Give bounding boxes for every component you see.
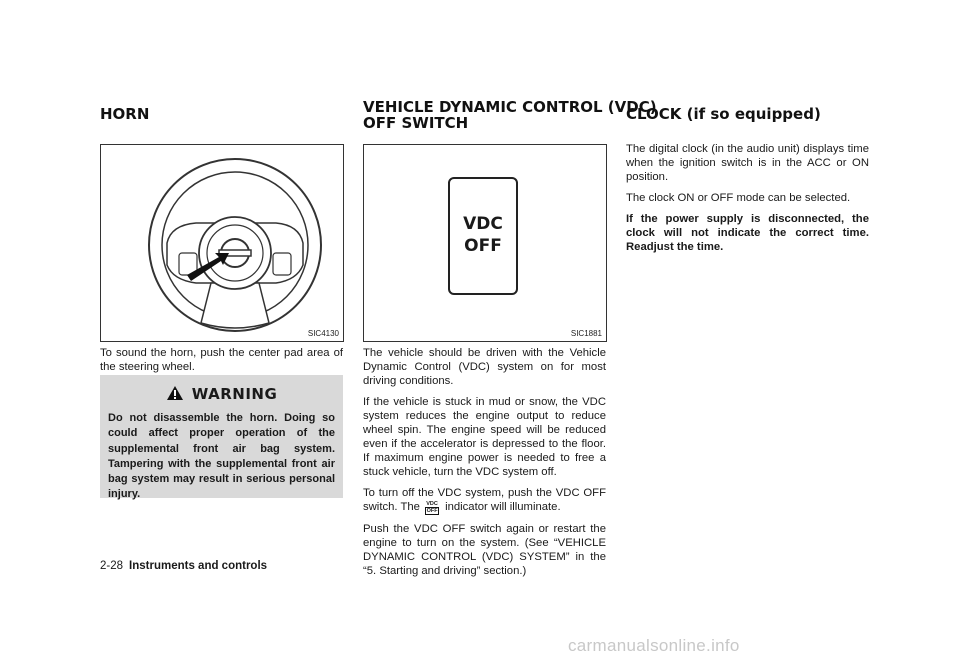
vdc-heading-line1: VEHICLE DYNAMIC CONTROL (VDC): [363, 98, 657, 116]
horn-text: To sound the horn, push the center pad area of the steering wheel.: [100, 347, 343, 373]
vdc-para3-start: To turn off the VDC system, push the VDC OFF switch. The: [363, 487, 606, 513]
warning-text: Do not disassemble the horn. Doing so could affect proper operation of the supplemental front air bag system. Tampering with the supplemental front air bag system may result in serious personal injury.: [108, 412, 335, 501]
clock-heading: CLOCK (if so equipped): [626, 105, 821, 123]
indicator-line1: VDC: [426, 501, 438, 507]
vdc-off-switch: [448, 177, 518, 295]
switch-label-line1: VDC: [463, 214, 503, 234]
vdc-off-indicator-icon: [425, 501, 439, 515]
clock-para1: The digital clock (in the audio unit) displays time when the ignition switch is in the ACC or ON position.: [626, 143, 869, 183]
horn-heading: HORN: [100, 105, 150, 123]
steering-wheel-illustration: [101, 145, 343, 341]
watermark: carmanualsonline.info: [568, 636, 740, 655]
vdc-para2: If the vehicle is stuck in mud or snow, the VDC system reduces the engine output to reduce wheel spin. The engine speed will be reduced even if the accelerator is depressed to the floor. If maximum engine power is needed to free a stuck vehicle, turn the VDC system off.: [363, 396, 606, 478]
vdc-para3-end: indicator will illuminate.: [445, 501, 561, 513]
page-footer: [100, 560, 267, 572]
figure-code-horn: SIC4130: [307, 329, 339, 338]
steering-wheel-figure: [100, 144, 344, 342]
indicator-line2: OFF: [426, 508, 438, 514]
vdc-off-switch-label: [450, 213, 516, 257]
warning-title-text: WARNING: [191, 385, 278, 403]
figure-code-vdc: SIC1881: [570, 329, 602, 338]
clock-para3: If the power supply is disconnected, the clock will not indicate the correct time. Readjust the time.: [626, 213, 869, 253]
switch-label-line2: OFF: [464, 236, 502, 256]
vdc-switch-figure: [363, 144, 607, 342]
vdc-heading-line2: OFF SWITCH: [363, 114, 469, 132]
clock-para2: The clock ON or OFF mode can be selected.: [626, 192, 851, 204]
footer-section-title: Instruments and controls: [129, 560, 268, 572]
vdc-heading: [363, 99, 657, 131]
vdc-para1: The vehicle should be driven with the Vehicle Dynamic Control (VDC) system on for most driving conditions.: [363, 347, 606, 387]
page-number: 2-28: [100, 560, 124, 572]
warning-title: [100, 385, 343, 403]
warning-triangle-icon: [166, 385, 184, 401]
vdc-para4: Push the VDC OFF switch again or restart the engine to turn on the system. (See “VEHICLE DYNAMIC CONTROL (VDC) SYSTEM” in the “5. Starting and driving” section.): [363, 523, 606, 577]
vdc-para3: [363, 486, 606, 515]
warning-box: [100, 375, 343, 501]
